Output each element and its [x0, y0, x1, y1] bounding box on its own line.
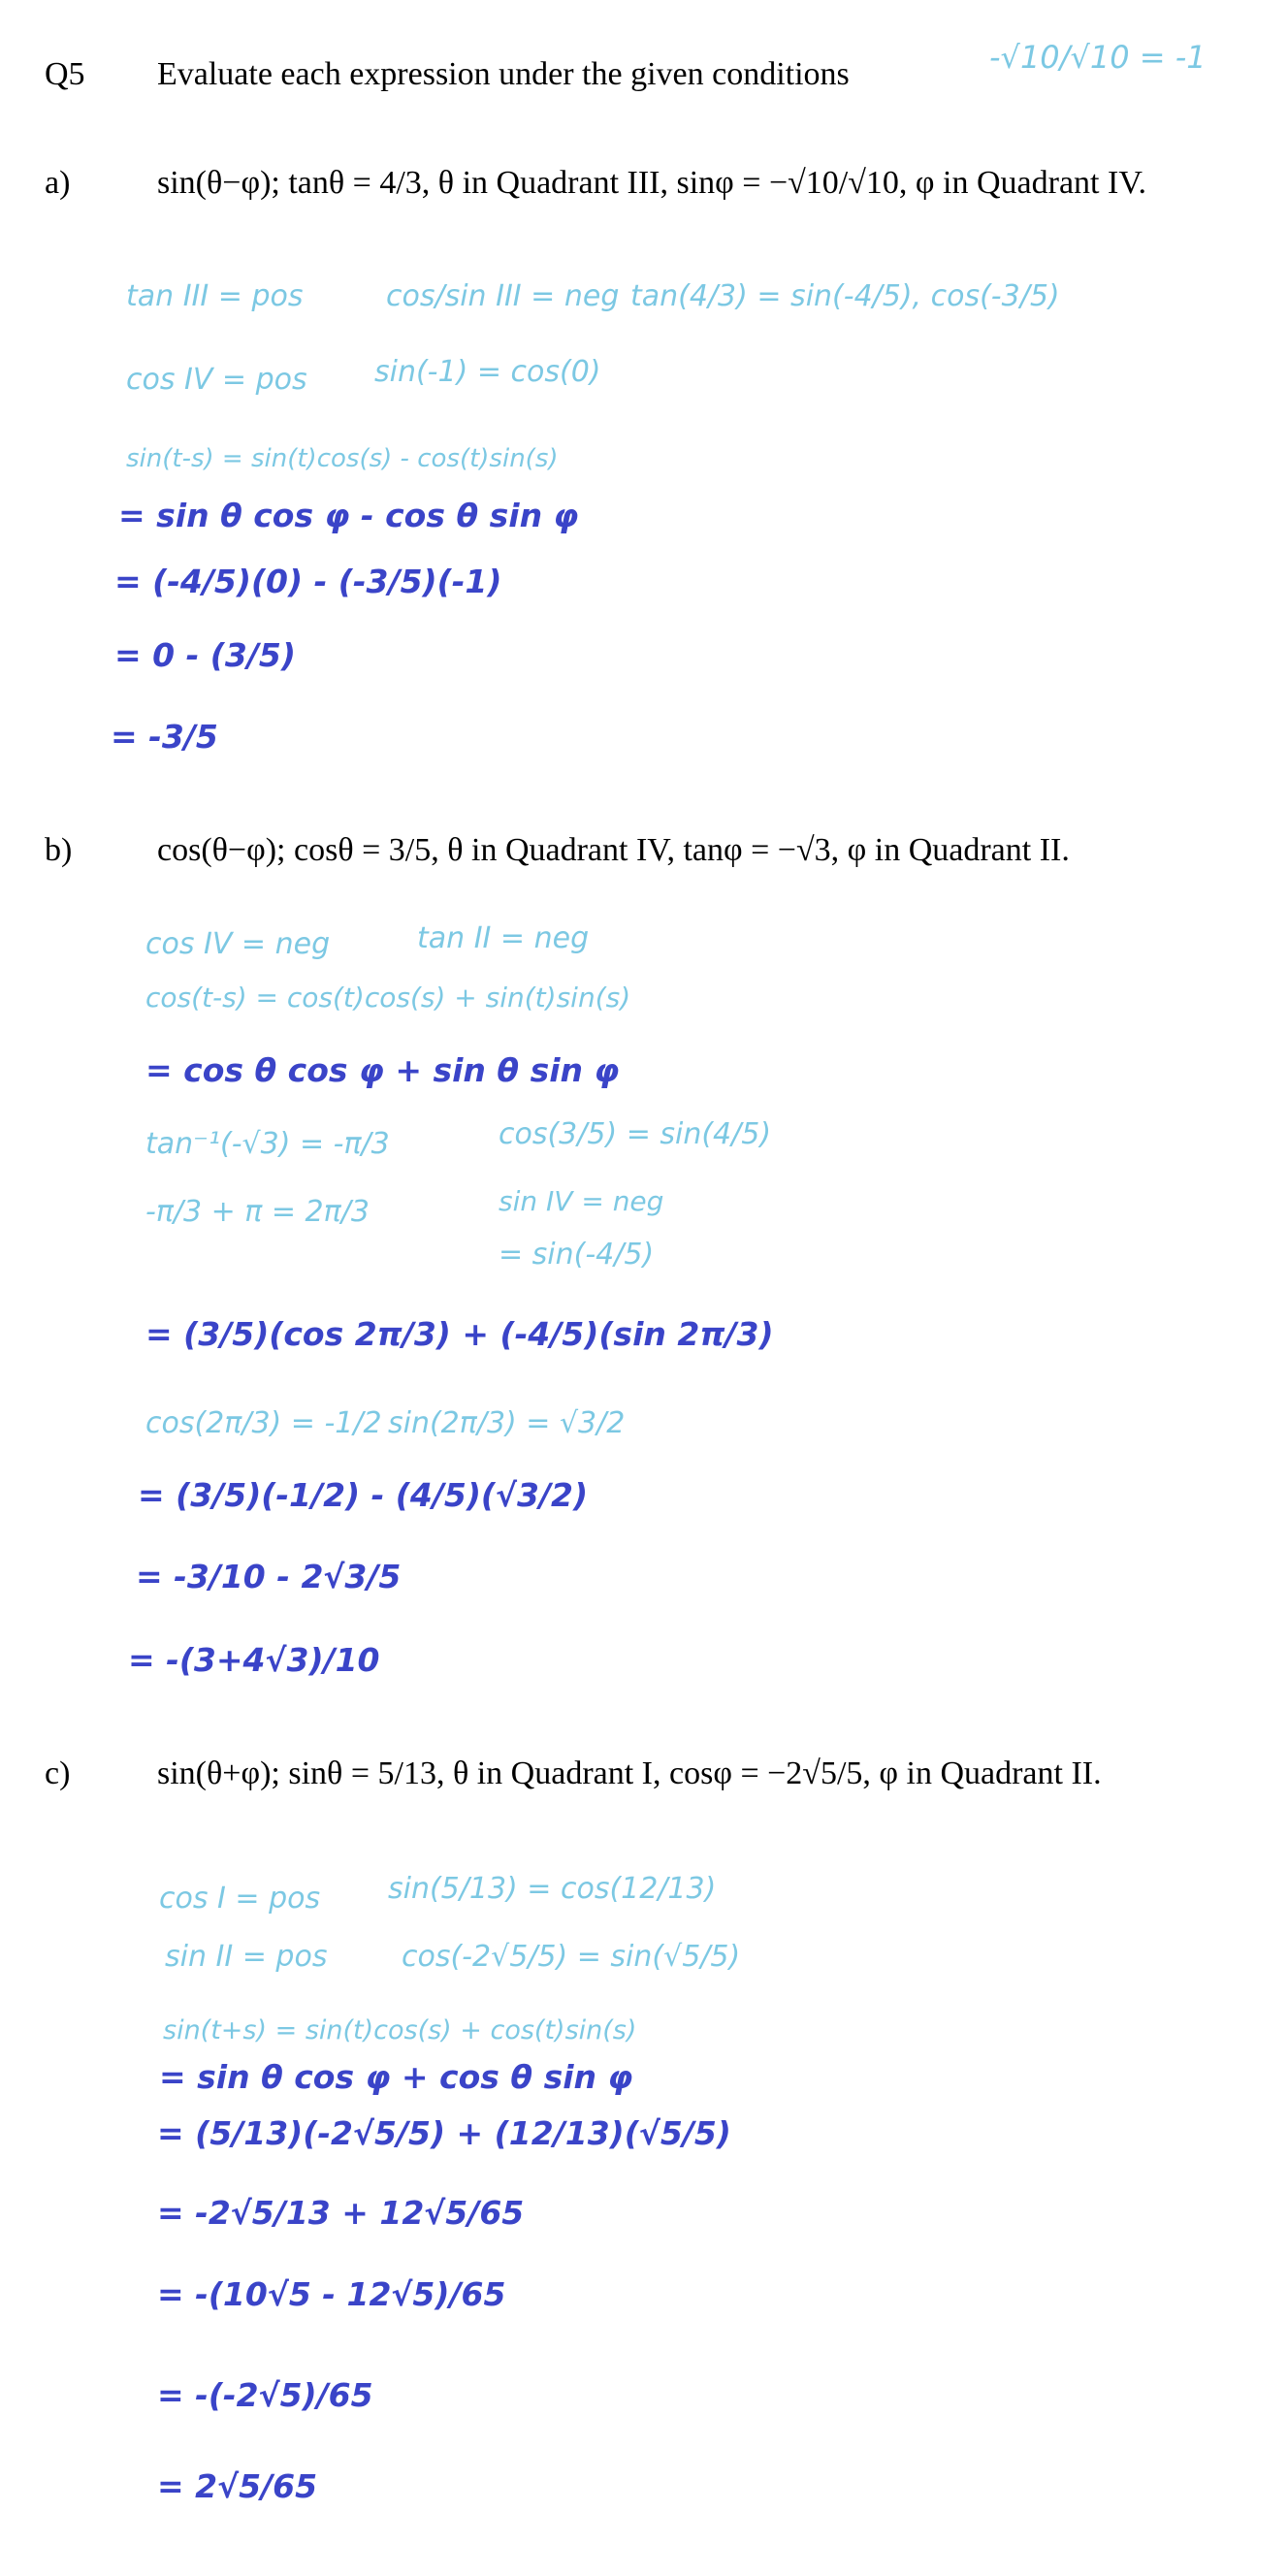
- part-a-note-3: tan(4/3) = sin(-4/5), cos(-3/5): [630, 279, 1060, 313]
- part-c-note-1: cos I = pos: [159, 1882, 321, 1916]
- part-c-note-2: sin(5/13) = cos(12/13): [388, 1872, 717, 1906]
- part-c-work-5: = -(-2√5)/65: [157, 2376, 373, 2414]
- part-b-note-ratio: cos(3/5) = sin(4/5): [499, 1117, 772, 1151]
- part-b-work-4: = -3/10 - 2√3/5: [136, 1558, 402, 1595]
- part-a-note-1: tan III = pos: [126, 279, 304, 313]
- part-c-work-4: = -(10√5 - 12√5)/65: [157, 2275, 506, 2313]
- part-b-note-angle: -π/3 + π = 2π/3: [145, 1195, 370, 1229]
- part-c-work-1: = sin θ cos φ + cos θ sin φ: [159, 2058, 633, 2096]
- part-c-identity-note: sin(t+s) = sin(t)cos(s) + cos(t)sin(s): [163, 2015, 637, 2045]
- part-a-identity-note: sin(t-s) = sin(t)cos(s) - cos(t)sin(s): [126, 444, 559, 473]
- header-margin-note: -√10/√10 = -1: [989, 39, 1207, 76]
- part-a-note-4: cos IV = pos: [126, 363, 307, 397]
- part-b-note-sin-value: sin(2π/3) = √3/2: [388, 1406, 626, 1440]
- part-a-work-1: = sin θ cos φ - cos θ sin φ: [118, 497, 579, 534]
- part-b-note-sin: = sin(-4/5): [499, 1238, 655, 1272]
- part-b-note-2: tan II = neg: [417, 921, 590, 955]
- part-b-note-1: cos IV = neg: [145, 927, 331, 961]
- part-c-work-3: = -2√5/13 + 12√5/65: [157, 2194, 525, 2232]
- part-c-label: c): [45, 1755, 71, 1791]
- instruction-text: Evaluate each expression under the given conditions: [157, 56, 850, 92]
- part-b-note-sign: sin IV = neg: [499, 1185, 664, 1217]
- part-b-note-arctan: tan⁻¹(-√3) = -π/3: [145, 1127, 390, 1161]
- part-b-work-3: = (3/5)(-1/2) - (4/5)(√3/2): [138, 1476, 589, 1514]
- part-b-identity-note: cos(t-s) = cos(t)cos(s) + sin(t)sin(s): [145, 982, 631, 1014]
- part-a-result: = -3/5: [111, 718, 218, 756]
- question-number: Q5: [45, 56, 85, 92]
- part-b-label: b): [45, 832, 73, 868]
- part-a-work-2: = (-4/5)(0) - (-3/5)(-1): [114, 563, 502, 600]
- part-b-result: = -(3+4√3)/10: [128, 1641, 380, 1679]
- part-c-work-2: = (5/13)(-2√5/5) + (12/13)(√5/5): [157, 2114, 731, 2152]
- part-a-work-3: = 0 - (3/5): [114, 636, 296, 674]
- part-a-label: a): [45, 165, 71, 201]
- part-c-note-3: sin II = pos: [165, 1940, 328, 1974]
- part-c-prompt: sin(θ+φ); sinθ = 5/13, θ in Quadrant I, cosφ = −2√5/5, φ in Quadrant II.: [157, 1755, 1102, 1791]
- part-c-note-4: cos(-2√5/5) = sin(√5/5): [402, 1940, 741, 1974]
- part-c-result: = 2√5/65: [157, 2467, 318, 2505]
- part-b-work-2: = (3/5)(cos 2π/3) + (-4/5)(sin 2π/3): [145, 1315, 774, 1353]
- part-a-prompt: sin(θ−φ); tanθ = 4/3, θ in Quadrant III, sinφ = −√10/√10, φ in Quadrant IV.: [157, 165, 1146, 201]
- part-b-prompt: cos(θ−φ); cosθ = 3/5, θ in Quadrant IV, tanφ = −√3, φ in Quadrant II.: [157, 832, 1070, 868]
- part-b-note-cos-value: cos(2π/3) = -1/2: [145, 1406, 382, 1440]
- part-b-work-1: = cos θ cos φ + sin θ sin φ: [145, 1051, 620, 1089]
- part-a-note-5: sin(-1) = cos(0): [374, 355, 601, 389]
- part-a-note-2: cos/sin III = neg: [386, 279, 620, 313]
